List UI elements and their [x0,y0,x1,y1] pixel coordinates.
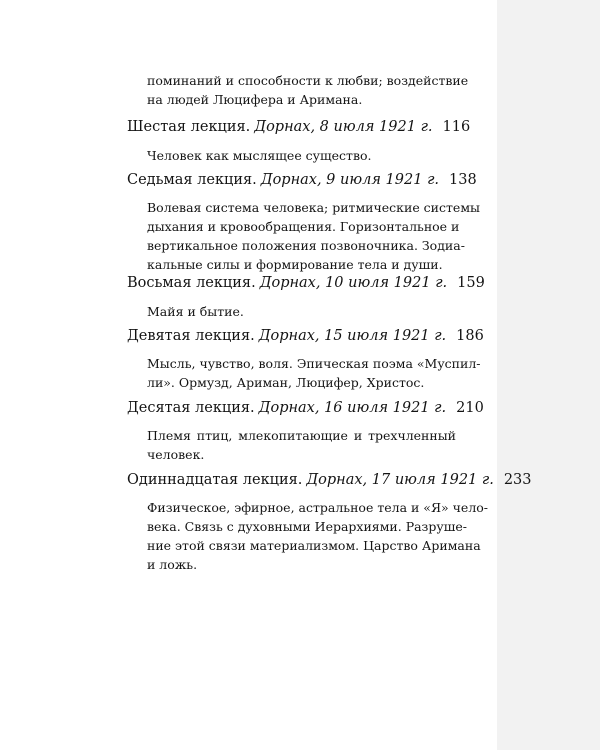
entry-label: Одиннадцатая лекция. [127,472,303,488]
description-line: ние этой связи материализмом. Царство Аримана [147,538,481,553]
entry-description [147,302,456,321]
description-line: века. Связь с духовными Иерархиями. Разруше- [147,519,467,534]
toc-entry-8[interactable] [127,273,485,294]
entry-place-date: Дорнах, 15 июля 1921 г. [258,328,447,344]
description-line: Мысль, чувство, воля. Эпическая поэма «Муспил- [147,356,481,371]
entry-description [147,146,456,165]
entry-place-date: Дорнах, 16 июля 1921 г. [258,400,447,416]
intro-line: на людей Люцифера и Аримана. [147,92,363,107]
entry-page-number: 186 [456,328,484,344]
entry-description [147,198,481,274]
toc-entry-7[interactable] [127,170,477,191]
toc-entry-10[interactable] [127,398,484,419]
entry-label: Девятая лекция. [127,328,255,344]
entry-label: Восьмая лекция. [127,275,256,291]
description-line: вертикальное положения позвоночника. Зодиа- [147,238,465,253]
description-line: и ложь. [147,557,198,572]
entry-place-date: Дорнах, 9 июля 1921 г. [260,172,440,188]
entry-page-number: 159 [457,275,485,291]
description-line: человек. [147,447,205,462]
entry-place-date: Дорнах, 17 июля 1921 г. [306,472,494,488]
description-line: Человек как мыслящее существо. [147,148,372,163]
entry-description [147,498,489,574]
intro-continuation [147,71,469,109]
right-margin-band [497,0,600,750]
entry-description [147,426,456,464]
toc-entry-11[interactable] [127,470,532,491]
entry-label: Седьмая лекция. [127,172,257,188]
description-line: кальные силы и формирование тела и души. [147,257,443,272]
entry-page-number: 210 [456,400,484,416]
entry-page-number: 116 [442,119,471,135]
entry-place-date: Дорнах, 8 июля 1921 г. [254,119,433,135]
toc-entry-9[interactable] [127,326,484,347]
entry-label: Шестая лекция. [127,119,251,135]
toc-entry-6[interactable] [127,117,471,138]
description-line: Волевая система человека; ритмические системы [147,200,481,215]
entry-page-number: 138 [449,172,477,188]
description-line: Физическое, эфирное, астральное тела и «Я» чело- [147,500,489,515]
entry-label: Десятая лекция. [127,400,255,416]
intro-line: поминаний и способности к любви; воздействие [147,73,469,88]
entry-description [147,354,481,392]
description-line: ли». Ормузд, Ариман, Люцифер, Христос. [147,375,425,390]
description-line: дыхания и кровообращения. Горизонтальное и [147,219,460,234]
description-line: Майя и бытие. [147,304,244,319]
entry-page-number: 233 [503,472,532,488]
entry-place-date: Дорнах, 10 июля 1921 г. [259,275,448,291]
description-line: Племя птиц, млекопитающие и трехчленный [147,428,456,443]
